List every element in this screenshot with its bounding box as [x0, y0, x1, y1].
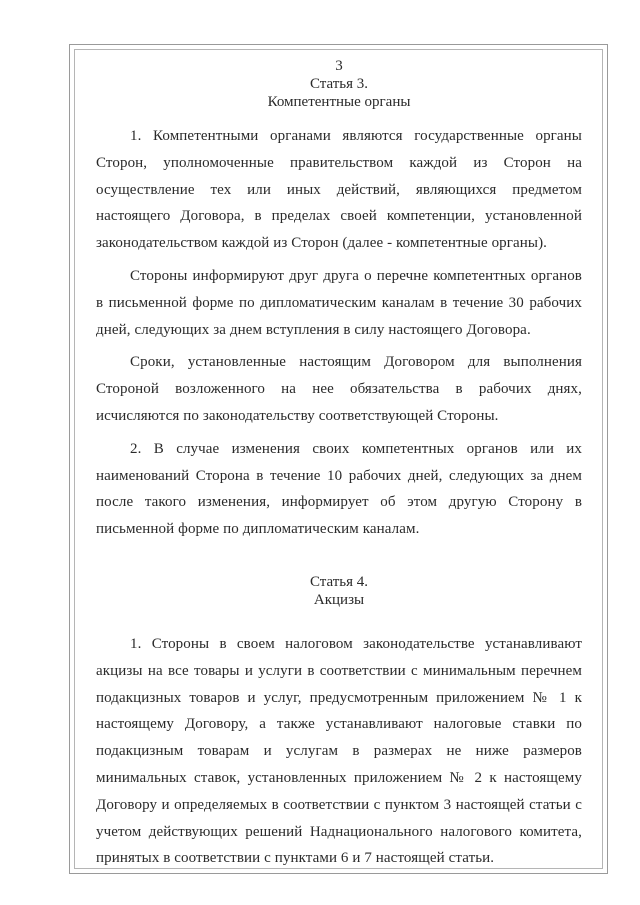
article-3-paragraph-4: 2. В случае изменения своих компетентных органов или их наименований Сторона в течение 10 рабочих дней, следующих за днем после такого изменения, информирует об этом другую Сторону в письменной форме по дипломатическим каналам. — [96, 440, 582, 538]
article-4 — [96, 573, 582, 872]
article-4-paragraph-1: 1. Стороны в своем налоговом законодательстве устанавливают акцизы на все товары и услуги в соответствии с минимальным перечнем подакцизных товаров и услуг, предусмотренным приложением № 1 к настоящему Договору, а также устанавливают налоговые ставки по подакцизным товарам и услугам в размерах не ниже размеров минимальных ставок, установленных приложением № 2 к настоящему Договору и определяемых в соответствии с пунктом 3 настоящей статьи с учетом действующих решений Наднационального налогового комитета, принятых в соответствии с пунктами 6 и 7 настоящей статьи. — [96, 635, 582, 867]
document-body — [96, 58, 582, 878]
article-4-title: Статья 4. — [309, 573, 369, 590]
article-4-subtitle: Акцизы — [313, 591, 365, 608]
article-3-title: Статья 3. — [309, 76, 369, 92]
article-3-paragraph-2: Стороны информируют друг друга о перечне компетентных органов в письменной форме по дипломатическим каналам в течение 30 рабочих дней, следующих за днем вступления в силу настоящего Договора. — [96, 267, 582, 338]
article-3-paragraph-1: 1. Компетентными органами являются государственные органы Сторон, уполномоченные правительством каждой из Сторон на осуществление тех или иных действий, являющихся предметом настоящего Договора, в пределах своей компетенции, установленной законодательством каждой из Сторон (далее - компетентные органы). — [96, 128, 582, 252]
article-3-subtitle: Компетентные органы — [267, 94, 411, 110]
page-number: 3 — [335, 58, 343, 74]
article-3-paragraph-3: Сроки, установленные настоящим Договором для выполнения Стороной возложенного на нее обязательства в рабочих днях, исчисляются по законодательству соответствующей Стороны. — [96, 354, 582, 424]
article-3 — [96, 75, 582, 543]
